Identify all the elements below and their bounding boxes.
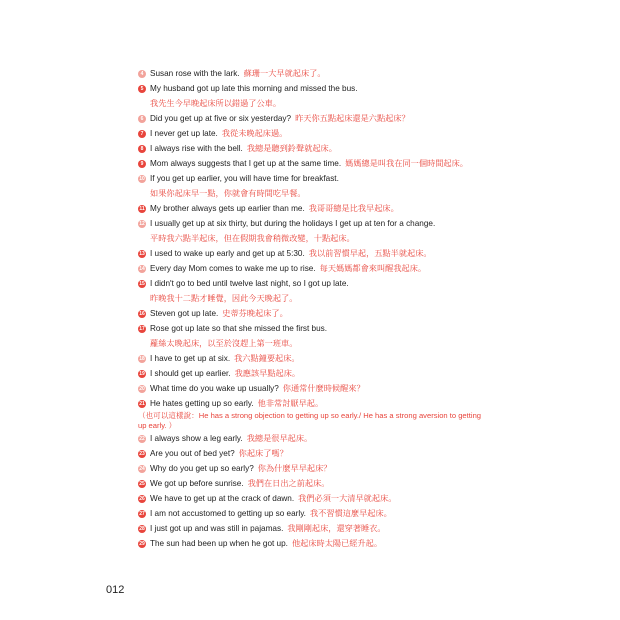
english-sentence: We got up before sunrise. [150, 479, 244, 488]
sentence-row [138, 111, 488, 126]
sentence-entry [138, 81, 488, 111]
sentence-row [138, 171, 488, 186]
english-sentence: Did you get up at five or six yesterday? [150, 114, 292, 123]
sentence-entry [138, 476, 488, 491]
english-sentence: The sun had been up when he got up. [150, 539, 288, 548]
english-sentence: If you get up earlier, you will have time for breakfast. [150, 174, 339, 183]
sentence-number-badge: 29 [139, 540, 145, 547]
sentence-number-badge: 16 [139, 310, 145, 317]
chinese-translation: 史蒂芬晚起床了。 [222, 309, 288, 318]
sentence-row-continued [138, 96, 488, 111]
chinese-translation: 你起床了嗎？ [238, 449, 288, 458]
sentence-number-badge: 13 [139, 250, 145, 257]
sentence-number-badge: 19 [139, 370, 145, 377]
sentence-row [138, 201, 488, 216]
sentence-row [138, 476, 488, 491]
english-sentence: My brother always gets up earlier than me. [150, 204, 305, 213]
sentence-row [138, 431, 488, 446]
english-sentence: Steven got up late. [150, 309, 219, 318]
sentence-entry [138, 276, 488, 306]
sentence-row [138, 261, 488, 276]
sentence-number-badge: 26 [139, 495, 145, 502]
english-sentence: I always rise with the bell. [150, 144, 243, 153]
chinese-translation: 我們在日出之前起床。 [247, 479, 330, 488]
english-sentence: My husband got up late this morning and missed the bus. [150, 84, 358, 93]
english-sentence: What time do you wake up usually? [150, 384, 279, 393]
sentence-number-badge: 5 [138, 85, 146, 93]
sentence-row-continued [138, 291, 488, 306]
sentence-row-continued [138, 231, 488, 246]
english-sentence: He hates getting up so early. [150, 399, 254, 408]
sentence-entry [138, 461, 488, 476]
sentence-number-badge: 4 [138, 70, 146, 78]
sentence-row [138, 276, 488, 291]
sentence-number-badge: 8 [138, 145, 146, 153]
english-sentence: I have to get up at six. [150, 354, 231, 363]
chinese-translation: 如果你起床早一點，你就會有時間吃早餐。 [150, 189, 306, 198]
chinese-translation: 我應該早點起床。 [234, 369, 301, 378]
sentence-row [138, 246, 488, 261]
chinese-translation: 你通常什麼時候醒來？ [282, 384, 365, 393]
page-number: 012 [106, 584, 125, 596]
chinese-translation: 我先生今早晚起床所以錯過了公車。 [150, 99, 282, 108]
chinese-translation: 我們必須一大清早就起床。 [298, 494, 397, 503]
english-sentence: I always show a leg early. [150, 434, 243, 443]
chinese-translation: 我總是聽到鈴聲就起床。 [246, 144, 337, 153]
english-sentence: Every day Mom comes to wake me up to rise. [150, 264, 316, 273]
english-sentence: I used to wake up early and get up at 5:30. [150, 249, 305, 258]
english-sentence: Are you out of bed yet? [150, 449, 235, 458]
chinese-translation: 他起床時太陽已經升起。 [291, 539, 383, 548]
sentence-number-badge: 24 [139, 465, 145, 472]
sentence-entry [138, 246, 488, 261]
sentence-entry [138, 156, 488, 171]
sentence-row [138, 126, 488, 141]
english-sentence: I usually get up at six thirty, but during the holidays I get up at ten for a change. [150, 219, 436, 228]
sentence-entry [138, 396, 488, 431]
sentence-row [138, 306, 488, 321]
sentence-entry [138, 366, 488, 381]
sentence-row [138, 461, 488, 476]
chinese-translation: 昨晚我十二點才睡覺，因此今天晚起了。 [150, 294, 298, 303]
sentence-number-badge: 6 [138, 115, 146, 123]
sentence-row [138, 141, 488, 156]
sentence-row [138, 396, 488, 411]
english-sentence: I should get up earlier. [150, 369, 231, 378]
sentence-entry [138, 446, 488, 461]
chinese-translation: 平時我六點半起床，但在假期我會稍微改變，十點起床。 [150, 234, 355, 243]
sentence-entry [138, 321, 488, 351]
sentence-number-badge: 10 [139, 175, 145, 182]
sentence-entry [138, 381, 488, 396]
sentence-entry [138, 261, 488, 276]
english-sentence: I am not accustomed to getting up so early. [150, 509, 306, 518]
chinese-translation: 你為什麼早早起床？ [257, 464, 332, 473]
sentence-row [138, 81, 488, 96]
sentence-row [138, 446, 488, 461]
sentence-entry [138, 521, 488, 536]
sentence-number-badge: 9 [138, 160, 146, 168]
chinese-translation: 我不習慣這麼早起床。 [309, 509, 392, 518]
sentence-row [138, 66, 488, 81]
english-sentence: I never get up late. [150, 129, 218, 138]
english-sentence: Rose got up late so that she missed the first bus. [150, 324, 328, 333]
sentence-row-continued [138, 336, 488, 351]
sentence-entry [138, 66, 488, 81]
sentence-entry [138, 536, 488, 551]
sentence-entry [138, 141, 488, 156]
alternative-expression-note: （也可以這樣說：He has a strong objection to getting up so early./ He has a strong aversion to getting up early. ） [138, 411, 482, 430]
chinese-translation: 他非常討厭早起。 [257, 399, 324, 408]
chinese-translation: 昨天你五點起床還是六點起床？ [295, 114, 410, 123]
sentence-number-badge: 7 [138, 130, 146, 138]
english-sentence: Susan rose with the lark. [150, 69, 240, 78]
sentence-entry [138, 491, 488, 506]
sentence-entry [138, 351, 488, 366]
english-sentence: We have to get up at the crack of dawn. [150, 494, 295, 503]
chinese-translation: 我總是很早起床。 [246, 434, 313, 443]
sentence-list [138, 66, 488, 551]
chinese-translation: 我剛剛起床，還穿著睡衣。 [287, 524, 386, 533]
sentence-row [138, 521, 488, 536]
sentence-row [138, 536, 488, 551]
sentence-number-badge: 23 [139, 450, 145, 457]
sentence-entry [138, 111, 488, 126]
english-sentence: I didn't go to bed until twelve last night, so I got up late. [150, 279, 349, 288]
sentence-entry [138, 431, 488, 446]
sentence-entry [138, 306, 488, 321]
chinese-translation: 蘇珊一大早就起床了。 [243, 69, 326, 78]
chinese-translation: 我從未晚起床過。 [221, 129, 288, 138]
sentence-number-badge: 28 [139, 525, 145, 532]
sentence-row [138, 216, 488, 231]
sentence-row [138, 506, 488, 521]
chinese-translation: 我六點鐘要起床。 [234, 354, 300, 363]
sentence-number-badge: 12 [139, 220, 145, 227]
chinese-translation: 每天媽媽都會來叫醒我起床。 [319, 264, 427, 273]
sentence-entry [138, 506, 488, 521]
sentence-row [138, 351, 488, 366]
chinese-translation: 我以前習慣早起，五點半就起床。 [308, 249, 432, 258]
sentence-entry [138, 171, 488, 201]
sentence-number-badge: 22 [139, 435, 145, 442]
english-sentence: Why do you get up so early? [150, 464, 254, 473]
english-sentence: Mom always suggests that I get up at the same time. [150, 159, 342, 168]
sentence-entry [138, 201, 488, 216]
sentence-number-badge: 11 [139, 205, 145, 212]
sentence-number-badge: 17 [139, 325, 145, 332]
sentence-entry [138, 126, 488, 141]
sentence-row [138, 156, 488, 171]
chinese-translation: 媽媽總是叫我在同一個時間起床。 [345, 159, 468, 168]
chinese-translation: 我哥哥總是比我早起床。 [308, 204, 399, 213]
sentence-number-badge: 21 [139, 400, 145, 407]
sentence-number-badge: 25 [139, 480, 145, 487]
chinese-translation: 蘿絲太晚起床，以至於沒趕上第一班車。 [150, 339, 298, 348]
sentence-number-badge: 18 [139, 355, 145, 362]
sentence-row [138, 491, 488, 506]
sentence-row-continued [138, 186, 488, 201]
sentence-number-badge: 20 [139, 385, 145, 392]
sentence-number-badge: 14 [139, 265, 145, 272]
english-sentence: I just got up and was still in pajamas. [150, 524, 284, 533]
sentence-row [138, 366, 488, 381]
sentence-row [138, 321, 488, 336]
sentence-row [138, 381, 488, 396]
sentence-number-badge: 27 [139, 510, 145, 517]
sentence-number-badge: 15 [139, 280, 145, 287]
sentence-entry [138, 216, 488, 246]
